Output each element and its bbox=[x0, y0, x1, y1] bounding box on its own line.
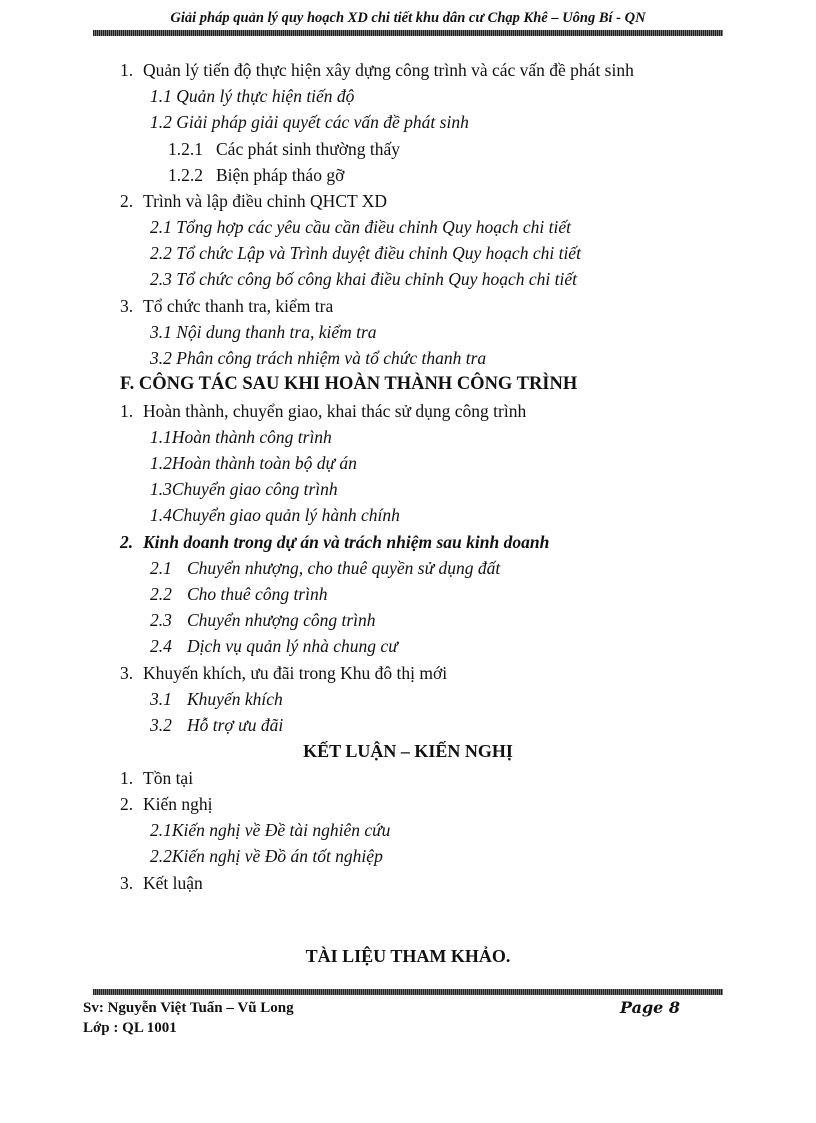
toc-item: 3.1 Khuyến khích bbox=[150, 689, 283, 709]
toc-item: 1. Tồn tại bbox=[120, 768, 194, 788]
toc-item: 1.1Hoàn thành công trình bbox=[150, 427, 332, 447]
toc-item: 1.2Hoàn thành toàn bộ dự án bbox=[150, 453, 357, 473]
toc-item: 2.2 Cho thuê công trình bbox=[150, 584, 328, 604]
section-heading: TÀI LIỆU THAM KHẢO. bbox=[305, 946, 511, 966]
toc-item: 3. Khuyến khích, ưu đãi trong Khu đô thị mới bbox=[120, 663, 448, 683]
toc-item: 1.2.1 Các phát sinh thường thấy bbox=[168, 139, 400, 159]
toc-item: 1. Quản lý tiến độ thực hiện xây dựng công trình và các vấn đề phát sinh bbox=[120, 60, 634, 80]
toc-item: 2.1 Tổng hợp các yêu cầu cần điều chỉnh Quy hoạch chi tiết bbox=[150, 217, 571, 237]
footer-rule bbox=[93, 989, 723, 995]
toc-item: 1.4Chuyển giao quản lý hành chính bbox=[150, 505, 400, 525]
footer-class: Lớp : QL 1001 bbox=[83, 1020, 177, 1036]
toc-item: 3.2 Hỗ trợ ưu đãi bbox=[150, 715, 284, 735]
toc-item: 1.1 Quản lý thực hiện tiến độ bbox=[150, 86, 355, 106]
toc-item: 3.2 Phân công trách nhiệm và tổ chức thanh tra bbox=[150, 348, 487, 368]
toc-item: 2.1 Chuyển nhượng, cho thuê quyền sử dụng đất bbox=[150, 558, 501, 578]
toc-item: 3. Kết luận bbox=[120, 873, 203, 893]
page-header: Giải pháp quản lý quy hoạch XD chi tiết khu dân cư Chạp Khê – Uông Bí - QN bbox=[170, 10, 646, 26]
toc-item: 3. Tổ chức thanh tra, kiểm tra bbox=[120, 296, 334, 316]
toc-item: 2. Kinh doanh trong dự án và trách nhiệm sau kinh doanh bbox=[120, 532, 550, 552]
toc-item: 2. Kiến nghị bbox=[120, 794, 213, 814]
toc-item: 2.3 Chuyển nhượng công trình bbox=[150, 610, 376, 630]
footer-author: Sv: Nguyễn Việt Tuấn – Vũ Long bbox=[83, 1000, 294, 1016]
toc-item: 1.2.2 Biện pháp tháo gỡ bbox=[168, 165, 345, 185]
section-heading: KẾT LUẬN – KIẾN NGHỊ bbox=[303, 741, 513, 761]
toc-item: 2.1Kiến nghị về Đề tài nghiên cứu bbox=[150, 820, 391, 840]
toc-item: 2.2 Tổ chức Lập và Trình duyệt điều chỉnh Quy hoạch chi tiết bbox=[150, 243, 581, 263]
toc-item: 1.3Chuyển giao công trình bbox=[150, 479, 338, 499]
section-heading: F. CÔNG TÁC SAU KHI HOÀN THÀNH CÔNG TRÌNH bbox=[120, 374, 578, 394]
toc-item: 2. Trình và lập điều chỉnh QHCT XD bbox=[120, 191, 388, 211]
toc-item: 2.4 Dịch vụ quản lý nhà chung cư bbox=[150, 636, 398, 656]
page-footer bbox=[83, 998, 294, 1038]
toc-item: 2.2Kiến nghị về Đồ án tốt nghiệp bbox=[150, 846, 383, 866]
header-rule bbox=[93, 30, 723, 36]
toc-item: 3.1 Nội dung thanh tra, kiểm tra bbox=[150, 322, 377, 342]
page-number: Page 8 bbox=[620, 998, 681, 1017]
toc-item: 2.3 Tổ chức công bố công khai điều chỉnh Quy hoạch chi tiết bbox=[150, 269, 578, 289]
toc-item: 1.2 Giải pháp giải quyết các vấn đề phát sinh bbox=[150, 112, 469, 132]
toc-item: 1. Hoàn thành, chuyển giao, khai thác sử dụng công trình bbox=[120, 401, 527, 421]
